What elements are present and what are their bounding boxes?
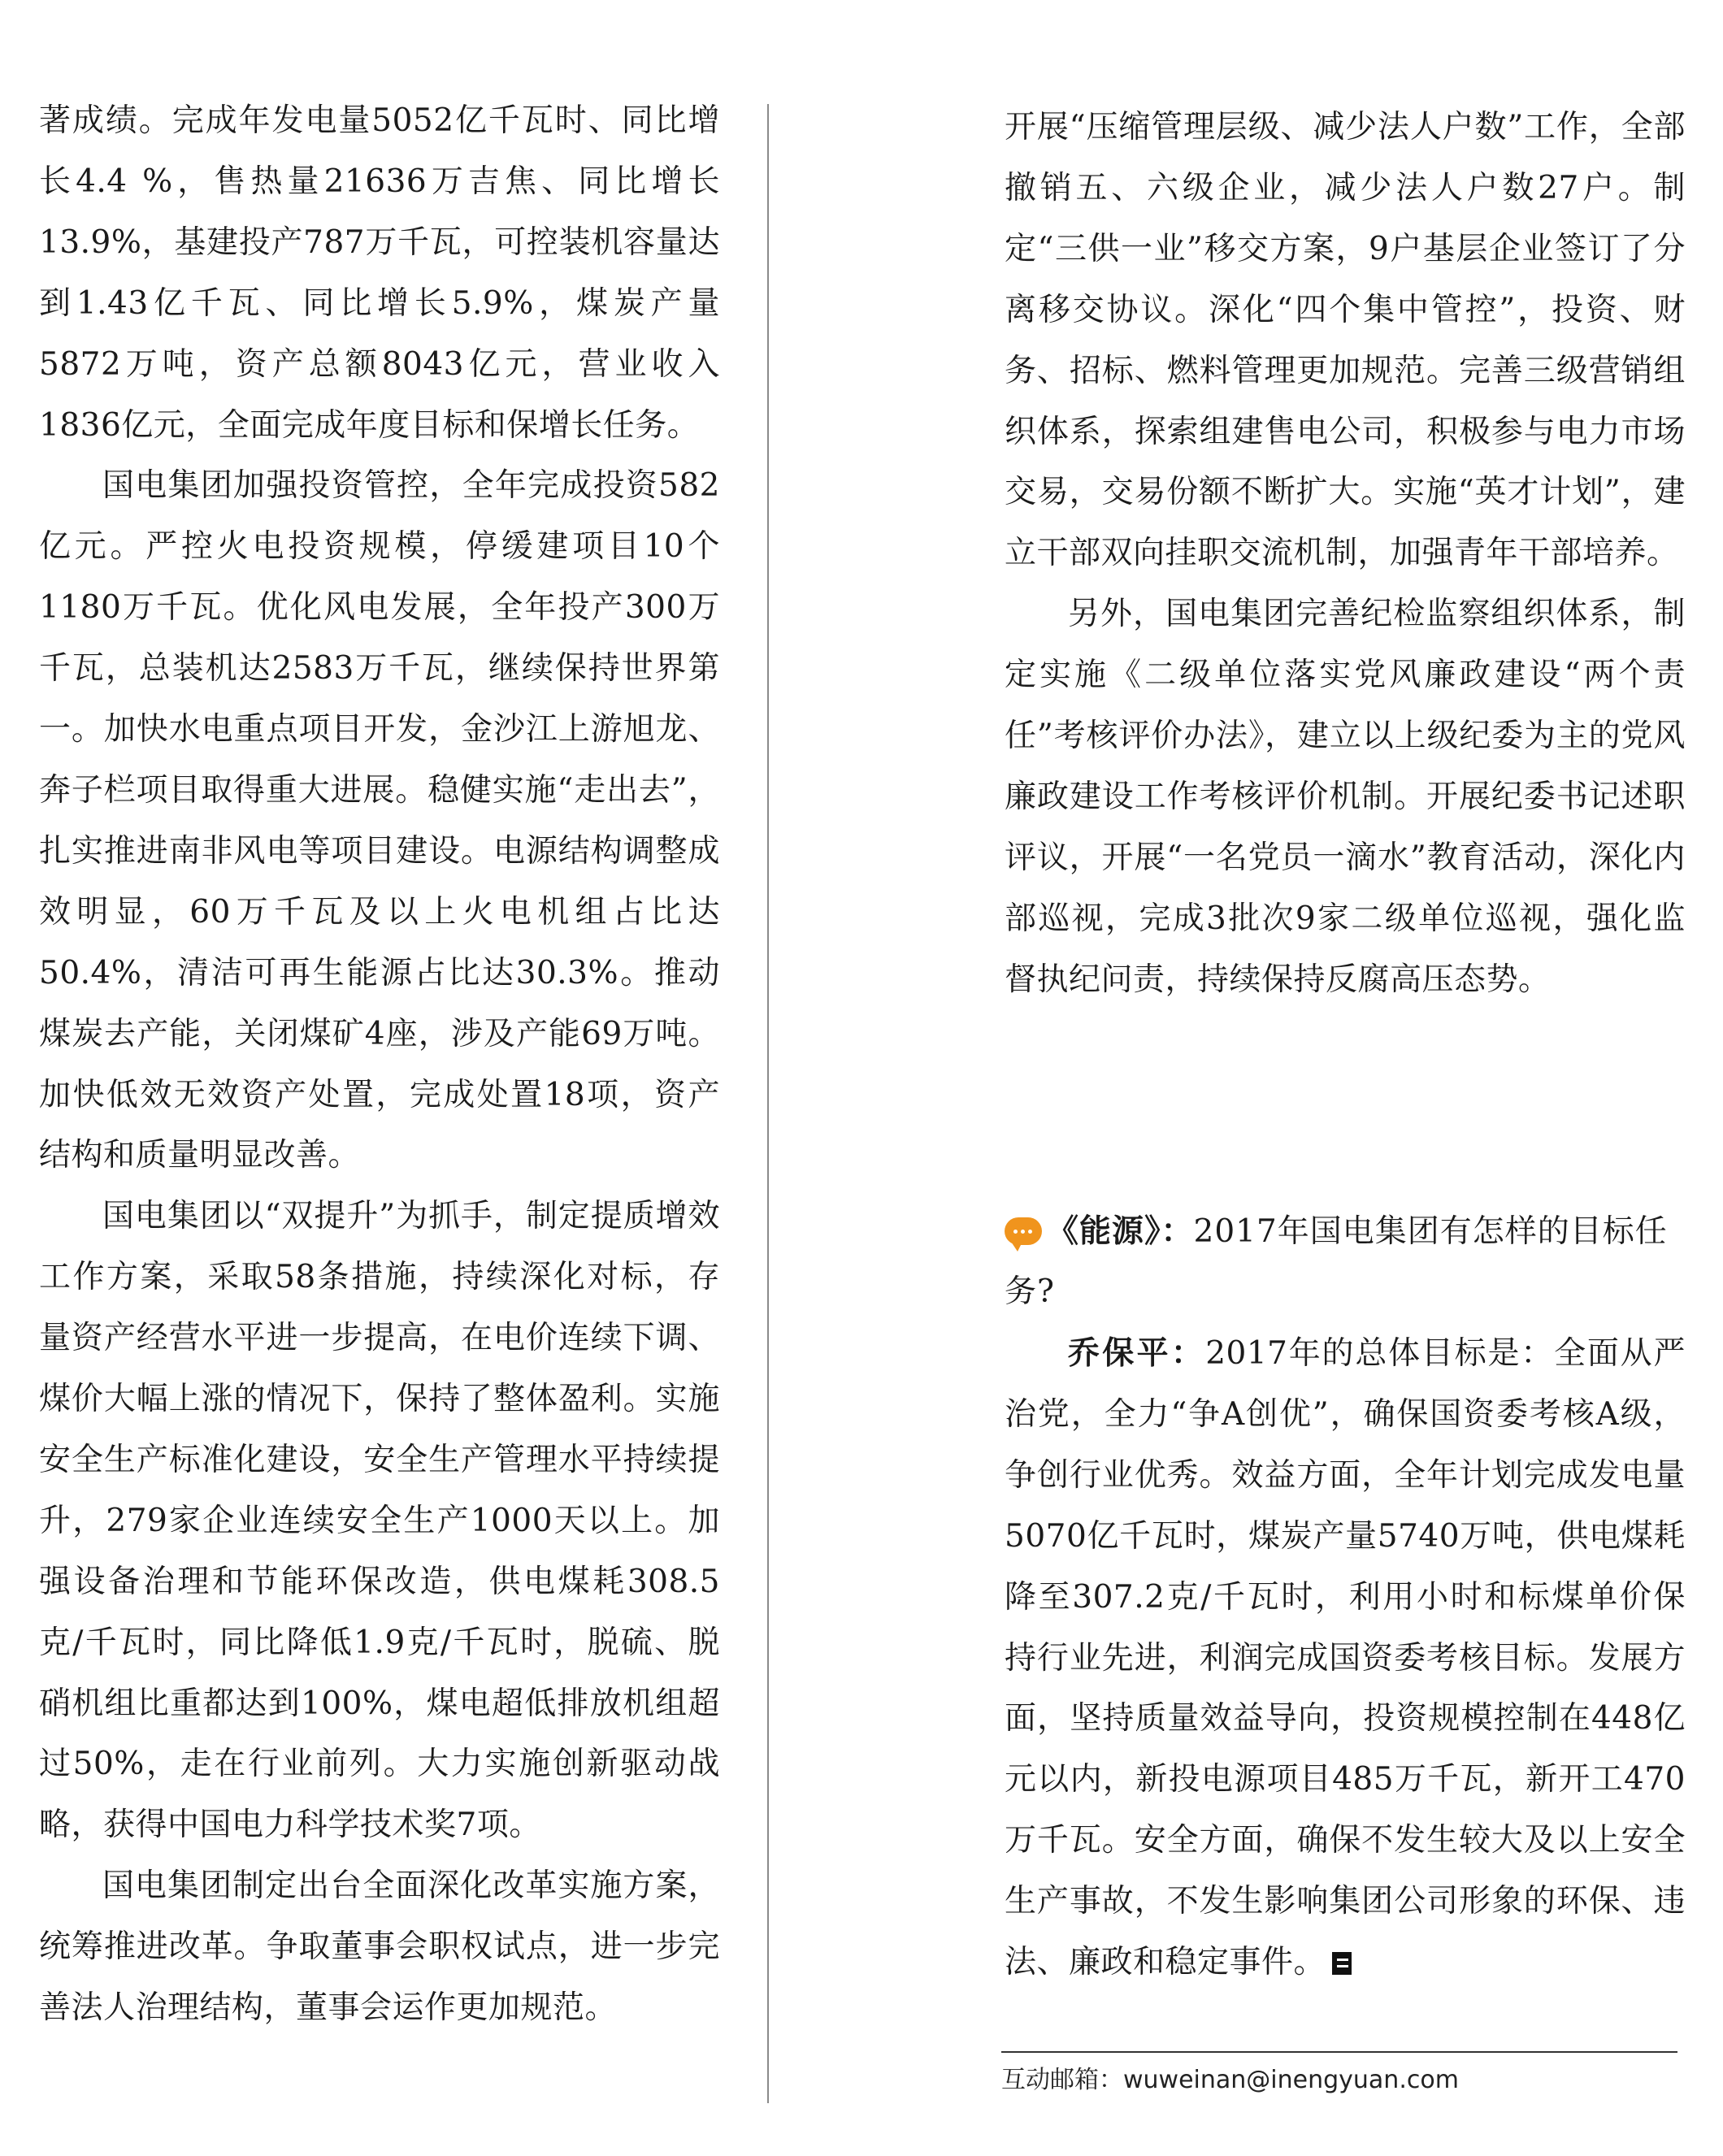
paragraph-5: 开展“压缩管理层级、减少法人户数”工作，全部撤销五、六级企业，减少法人户数27户。制定“三供一业”移交方案，9户基层企业签订了分离移交协议。深化“四个集中管控”，投资、财务、招标、燃料管理更加规范。完善三级营销组织体系，探索组建售电公司，积极参与电力市场交易，交易份额不断扩大。实施“英才计划”，建立干部双向挂职交流机制，加强青年干部培养。 (1005, 109, 1686, 572)
footer-email: 互动邮箱：wuweinan@inengyuan.com (1001, 2066, 1459, 2094)
footer-rule (1001, 2051, 1677, 2053)
qa-source: 《能源》： (1047, 1212, 1194, 1250)
qa-answer (1005, 1323, 1686, 1993)
paragraph-3: 国电集团以“双提升”为抓手，制定提质增效工作方案，采取58条措施，持续深化对标，存量资产经营水平进一步提高，在电价连续下调、煤价大幅上涨的情况下，保持了整体盈利。实施安全生产标准化建设，安全生产管理水平持续提升，279家企业连续安全生产1000天以上。加强设备治理和节能环保改造，供电煤耗308.5克/千瓦时，同比降低1.9克/千瓦时，脱硫、脱硝机组比重都达到100%，煤电超低排放机组超过50%，走在行业前列。大力实施创新驱动战略，获得中国电力科学技术奖7项。 (39, 1198, 720, 1844)
left-column (39, 91, 720, 2039)
paragraph-4: 国电集团制定出台全面深化改革实施方案，统筹推进改革。争取董事会职权试点，进一步完善法人治理结构，董事会运作更加规范。 (39, 1868, 720, 2027)
qa-speaker: 乔保平： (1068, 1334, 1206, 1372)
speech-bubble-icon (1005, 1217, 1042, 1245)
qa-question-text: 2017年国电集团有怎样的目标任务? (1005, 1213, 1668, 1310)
paragraph-6: 另外，国电集团完善纪检监察组织体系，制定实施《二级单位落实党风廉政建设“两个责任”考核评价办法》，建立以上级纪委为主的党风廉政建设工作考核评价机制。开展纪委书记述职评议，开展“一名党员一滴水”教育活动，深化内部巡视，完成3批次9家二级单位巡视，强化监督执纪问责，持续保持反腐高压态势。 (1005, 596, 1686, 998)
paragraph-1: 著成绩。完成年发电量5052亿千瓦时、同比增长4.4 %，售热量21636万吉焦、同比增长13.9%，基建投产787万千瓦，可控装机容量达到1.43亿千瓦、同比增长5.9%，煤炭产量5872万吨，资产总额8043亿元，营业收入1836亿元，全面完成年度目标和保增长任务。 (39, 102, 720, 444)
right-column (1005, 98, 1686, 1011)
paragraph-2: 国电集团加强投资管控，全年完成投资582亿元。严控火电投资规模，停缓建项目10个1180万千瓦。优化风电发展，全年投产300万千瓦，总装机达2583万千瓦，继续保持世界第一。加快水电重点项目开发，金沙江上游旭龙、奔子栏项目取得重大进展。稳健实施“走出去”，扎实推进南非风电等项目建设。电源结构调整成效明显，60万千瓦及以上火电机组占比达50.4%，清洁可再生能源占比达30.3%。推动煤炭去产能，关闭煤矿4座，涉及产能69万吨。加快低效无效资产处置，完成处置18项，资产结构和质量明显改善。 (39, 467, 720, 1174)
column-divider (767, 104, 769, 2103)
qa-question (1005, 1201, 1686, 1322)
qa-answer-text: 2017年的总体目标是：全面从严治党，全力“争A创优”，确保国资委考核A级，争创行业优秀。效益方面，全年计划完成发电量5070亿千瓦时，煤炭产量5740万吨，供电煤耗降至307.2克/千瓦时，利用小时和标煤单价保持行业先进，利润完成国资委考核目标。发展方面，坚持质量效益导向，投资规模控制在448亿元以内，新投电源项目485万千瓦，新开工470万千瓦。安全方面，确保不发生较大及以上安全生产事故，不发生影响集团公司形象的环保、违法、廉政和稳定事件。 (1005, 1335, 1686, 1981)
end-of-article-icon (1332, 1952, 1352, 1975)
